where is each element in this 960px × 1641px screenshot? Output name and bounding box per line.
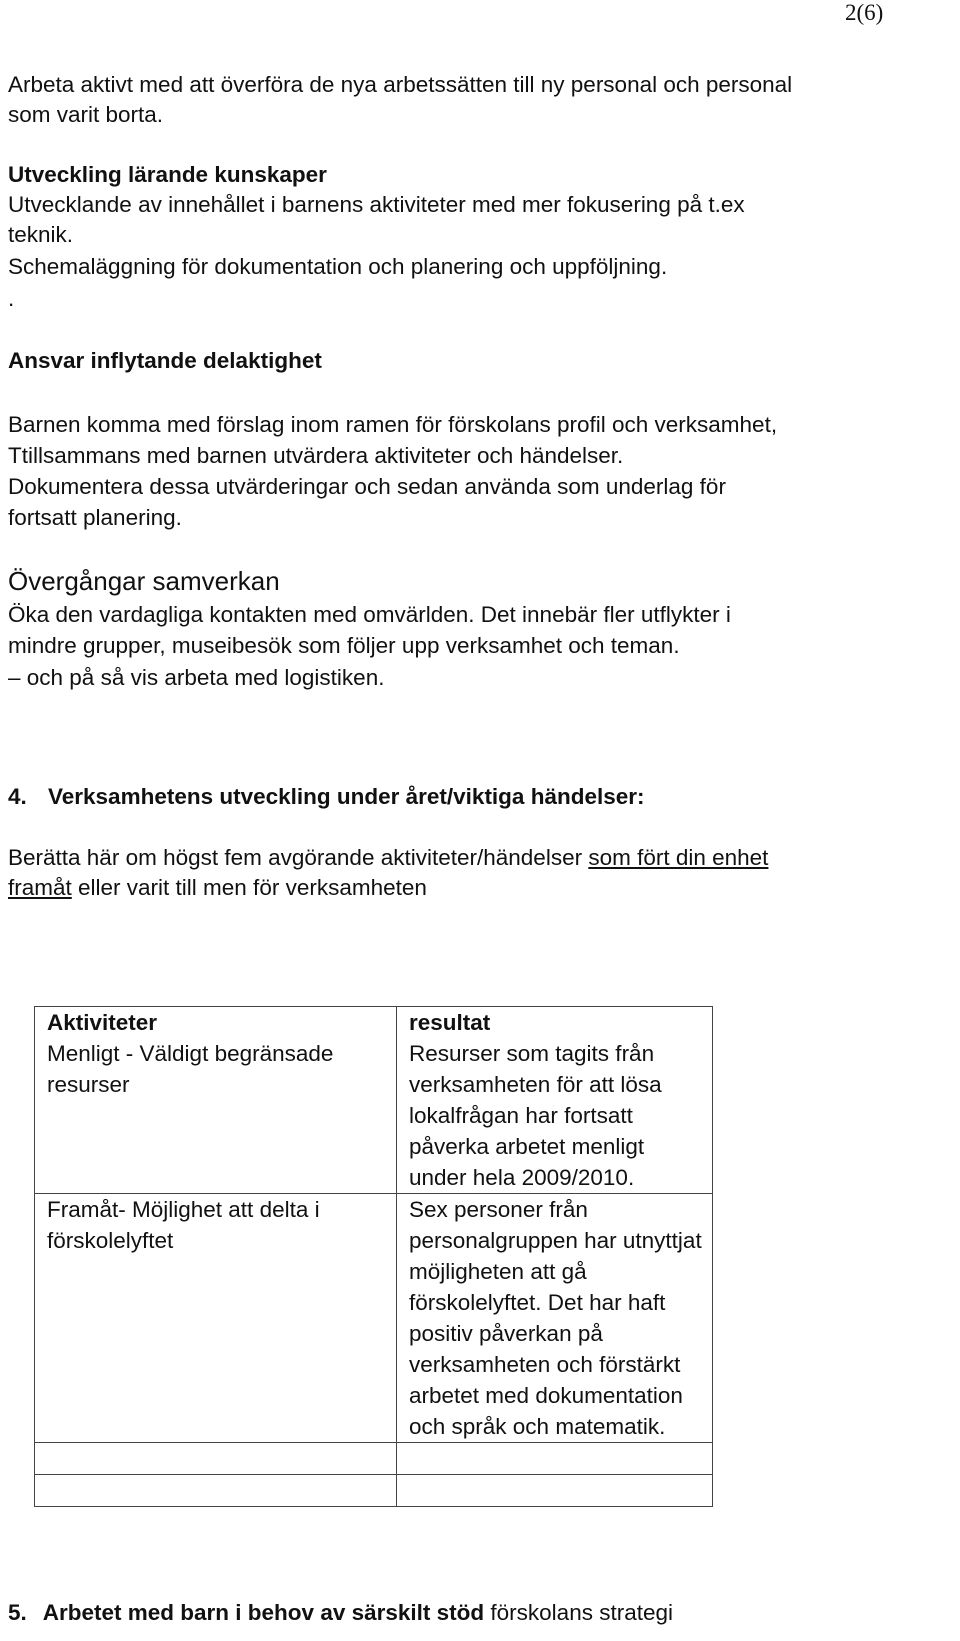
activities-table — [34, 1006, 713, 1507]
section4-body-text: Berätta här om högst fem avgörande aktiviteter/händelser — [8, 845, 589, 870]
page-number: 2(6) — [845, 0, 884, 25]
section5-line — [8, 1598, 673, 1628]
table-row — [35, 1194, 713, 1443]
section-heading-ansvar: Ansvar inflytande delaktighet — [8, 348, 322, 373]
section4-body-line1 — [8, 843, 768, 873]
utveckling-line: teknik. — [8, 222, 74, 247]
table-cell-activity — [35, 1475, 397, 1507]
ansvar-line: Dokumentera dessa utvärderingar och sedan använda som underlag för — [8, 474, 726, 499]
table-cell-result — [397, 1475, 713, 1507]
section-number-4: 4. — [8, 784, 27, 809]
overgangar-line: mindre grupper, museibesök som följer upp verksamhet och teman. — [8, 633, 680, 658]
section4-body-line2 — [8, 873, 427, 903]
table-header-resultat: resultat — [409, 1010, 491, 1035]
table-cell-result: Resurser som tagits från verksamheten för att lösa lokalfrågan har fortsatt påverka arbetet menligt under hela 2009/2010. — [409, 1041, 662, 1190]
section-heading-utveckling: Utveckling lärande kunskaper — [8, 162, 327, 187]
overgangar-line: Öka den vardagliga kontakten med omvärlden. Det innebär fler utflykter i — [8, 602, 731, 627]
ansvar-line: fortsatt planering. — [8, 505, 182, 530]
table-row — [35, 1475, 713, 1507]
section4-body-underlined: som fört din enhet — [588, 845, 769, 870]
table-header-row — [35, 1007, 713, 1194]
table-header-aktiviteter: Aktiviteter — [47, 1010, 158, 1035]
section5-tail: förskolans strategi — [484, 1600, 673, 1625]
table-cell-activity: Framåt- Möjlighet att delta i förskolelyftet — [35, 1194, 397, 1443]
table-cell-result — [397, 1443, 713, 1475]
table-header-cell — [35, 1007, 397, 1194]
section4-body-underlined: framåt — [8, 875, 72, 900]
table-cell-activity — [35, 1443, 397, 1475]
section-heading-overgangar: Övergångar samverkan — [8, 566, 280, 596]
utveckling-line: Schemaläggning för dokumentation och planering och uppföljning. — [8, 254, 668, 279]
utveckling-line: Utvecklande av innehållet i barnens aktiviteter med mer fokusering på t.ex — [8, 192, 745, 217]
section-number-5: 5. — [8, 1600, 27, 1625]
intro-line: Arbeta aktivt med att överföra de nya arbetssätten till ny personal och personal — [8, 72, 793, 97]
table-cell-activity: Menligt - Väldigt begränsade resurser — [47, 1041, 334, 1097]
table-row — [35, 1443, 713, 1475]
overgangar-line: – och på så vis arbeta med logistiken. — [8, 665, 385, 690]
ansvar-line: Ttillsammans med barnen utvärdera aktiviteter och händelser. — [8, 443, 624, 468]
table-cell-result: Sex personer från personalgruppen har utnyttjat möjligheten att gå förskolelyftet. Det har haft positiv påverkan på verksamheten och förstärkt arbetet med dokumentation och språk och matematik. — [397, 1194, 713, 1443]
section-heading-4: Verksamhetens utveckling under året/viktiga händelser: — [48, 784, 645, 809]
section-heading-5: Arbetet med barn i behov av särskilt stöd — [42, 1600, 485, 1625]
utveckling-line: . — [8, 286, 15, 311]
ansvar-line: Barnen komma med förslag inom ramen för förskolans profil och verksamhet, — [8, 412, 778, 437]
section4-body-text: eller varit till men för verksamheten — [71, 875, 427, 900]
intro-line: som varit borta. — [8, 102, 164, 127]
table-header-cell — [397, 1007, 713, 1194]
